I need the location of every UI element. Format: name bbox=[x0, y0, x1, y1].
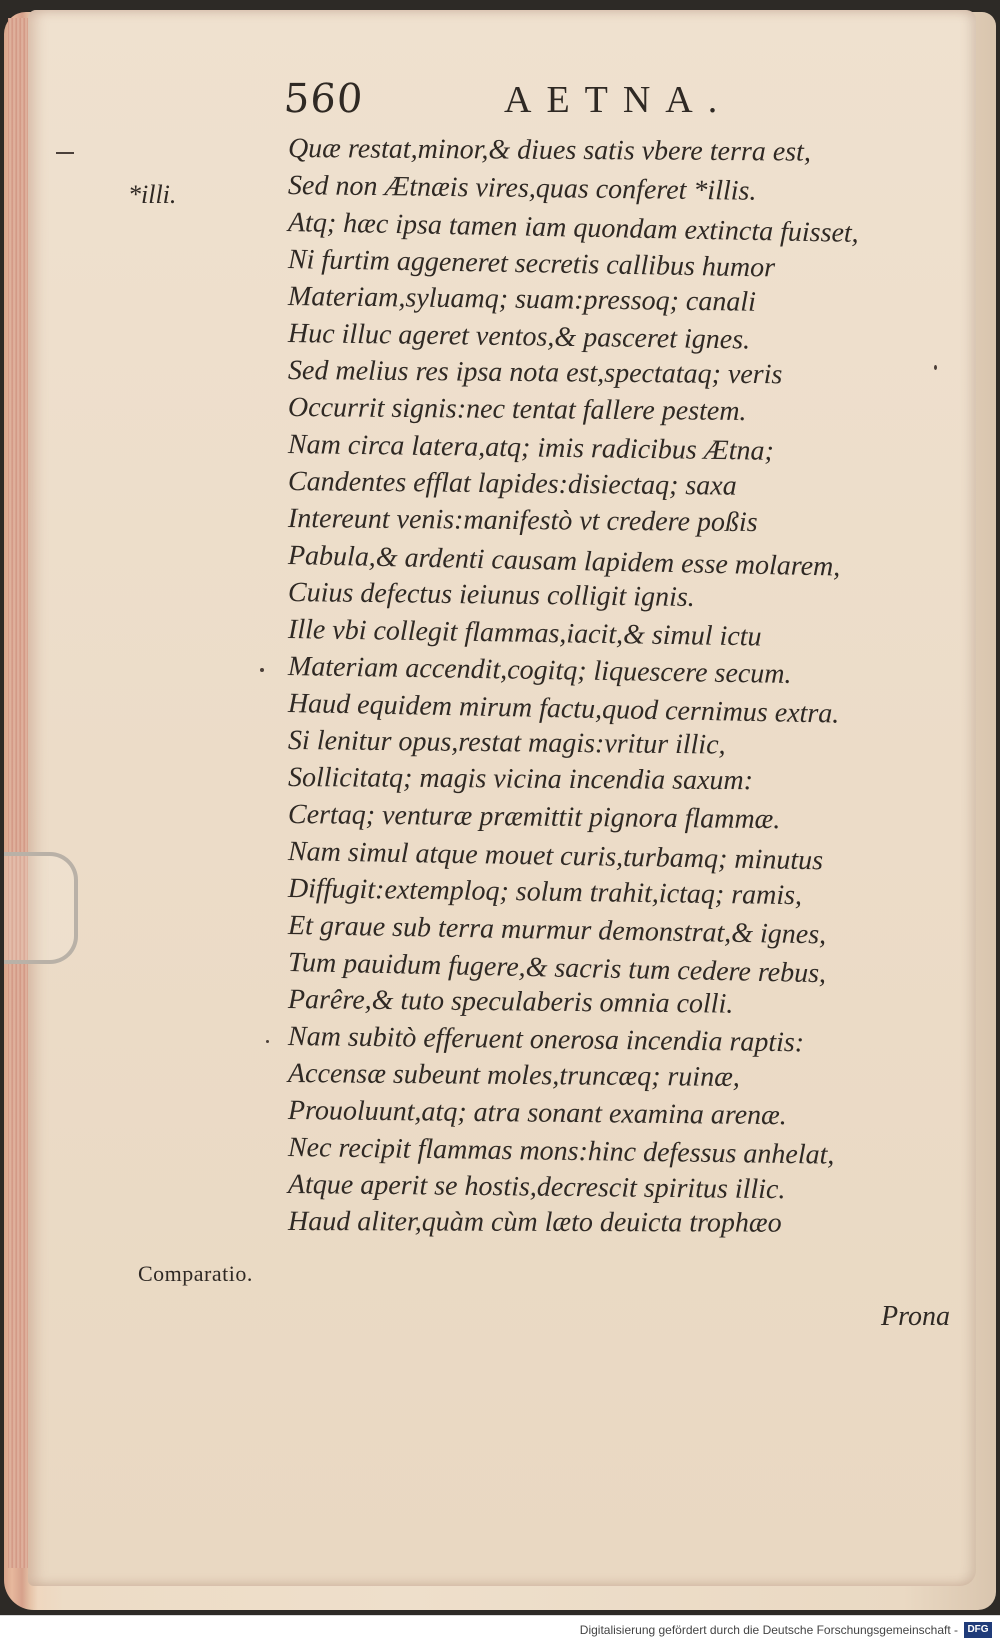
verse-line: Haud equidem mirum factu,quod cernimus extra. bbox=[287, 688, 840, 730]
verse-line: Tum pauidum fugere,& sacris tum cedere rebus, bbox=[287, 947, 827, 990]
verse-line: Sollicitatq; magis vicina incendia saxum: bbox=[287, 762, 754, 797]
footer-bar bbox=[0, 1615, 1000, 1646]
verse-line: Nec recipit flammas mons:hinc defessus anhelat, bbox=[287, 1132, 835, 1171]
verse-line: Sed melius res ipsa nota est,spectataq; veris bbox=[287, 355, 783, 391]
verse-line: Haud aliter,quàm cùm læto deuicta trophæo bbox=[287, 1206, 782, 1239]
margin-dash bbox=[56, 152, 74, 154]
verse-line: Prouoluunt,atq; atra sonant examina arenæ. bbox=[287, 1095, 787, 1132]
verse-line: Candentes efflat lapides:disiectaq; saxa bbox=[287, 466, 737, 502]
verse-line: Nam subitò efferuent onerosa incendia raptis: bbox=[287, 1021, 805, 1059]
verse-line: Certaq; venturæ præmittit pignora flammæ. bbox=[287, 799, 781, 836]
catchword: Prona bbox=[881, 1301, 950, 1332]
verse-line: Ni furtim aggeneret secretis callibus humor bbox=[287, 244, 776, 284]
verse-line: Et graue sub terra murmur demonstrat,& ignes, bbox=[287, 910, 827, 951]
dfg-logo: DFG bbox=[964, 1622, 992, 1638]
verse-line: Cuius defectus ieiunus colligit ignis. bbox=[287, 577, 695, 613]
ink-speck bbox=[266, 1040, 269, 1043]
verse-line: Intereunt venis:manifestò vt credere poßis bbox=[287, 503, 758, 539]
verse-line: Nam simul atque mouet curis,turbamq; minutus bbox=[287, 836, 824, 877]
verse-line: Materiam,syluamq; suam:pressoq; canali bbox=[287, 281, 757, 318]
verse-line: Nam circa latera,atq; imis radicibus Ætna; bbox=[287, 429, 775, 467]
book-clasp bbox=[4, 852, 78, 964]
verse-line: Sed non Ætnæis vires,quas conferet *illis. bbox=[287, 170, 757, 207]
verse-line: Accensæ subeunt moles,truncæq; ruinæ, bbox=[287, 1058, 740, 1093]
verse-block bbox=[288, 130, 948, 1240]
verse-line: Quæ restat,minor,& diues satis vbere terra est, bbox=[287, 133, 812, 168]
page-fore-edge bbox=[8, 18, 28, 1568]
verse-line: Diffugit:extemploq; solum trahit,ictaq; ramis, bbox=[287, 873, 803, 912]
verse-line: Ille vbi collegit flammas,iacit,& simul ictu bbox=[287, 614, 762, 653]
margin-note-comparatio: Comparatio. bbox=[138, 1261, 253, 1286]
footer-credit: Digitalisierung gefördert durch die Deutsche Forschungsgemeinschaft - bbox=[579, 1623, 958, 1637]
verse-line: Si lenitur opus,restat magis:vritur illic, bbox=[287, 725, 726, 761]
verse-line: Atque aperit se hostis,decrescit spiritus illic. bbox=[287, 1169, 786, 1206]
verse-line: Occurrit signis:nec tentat fallere pestem. bbox=[287, 392, 747, 428]
verse-line: Huc illuc ageret ventos,& pasceret ignes. bbox=[287, 318, 751, 356]
page-header bbox=[284, 76, 784, 126]
running-title: AETNA. bbox=[504, 79, 733, 121]
verse-line: Pabula,& ardenti causam lapidem esse molarem, bbox=[287, 540, 841, 583]
ink-speck bbox=[260, 668, 264, 672]
verse-line: Atq; hæc ipsa tamen iam quondam extincta fuisset, bbox=[287, 207, 860, 249]
margin-note-illi: *illi. bbox=[128, 180, 177, 209]
page-number: 560 bbox=[282, 76, 365, 122]
verse-line: Materiam accendit,cogitq; liquescere secum. bbox=[287, 651, 792, 690]
verse-line: Parêre,& tuto speculaberis omnia colli. bbox=[287, 984, 734, 1020]
ink-speck bbox=[934, 365, 937, 370]
